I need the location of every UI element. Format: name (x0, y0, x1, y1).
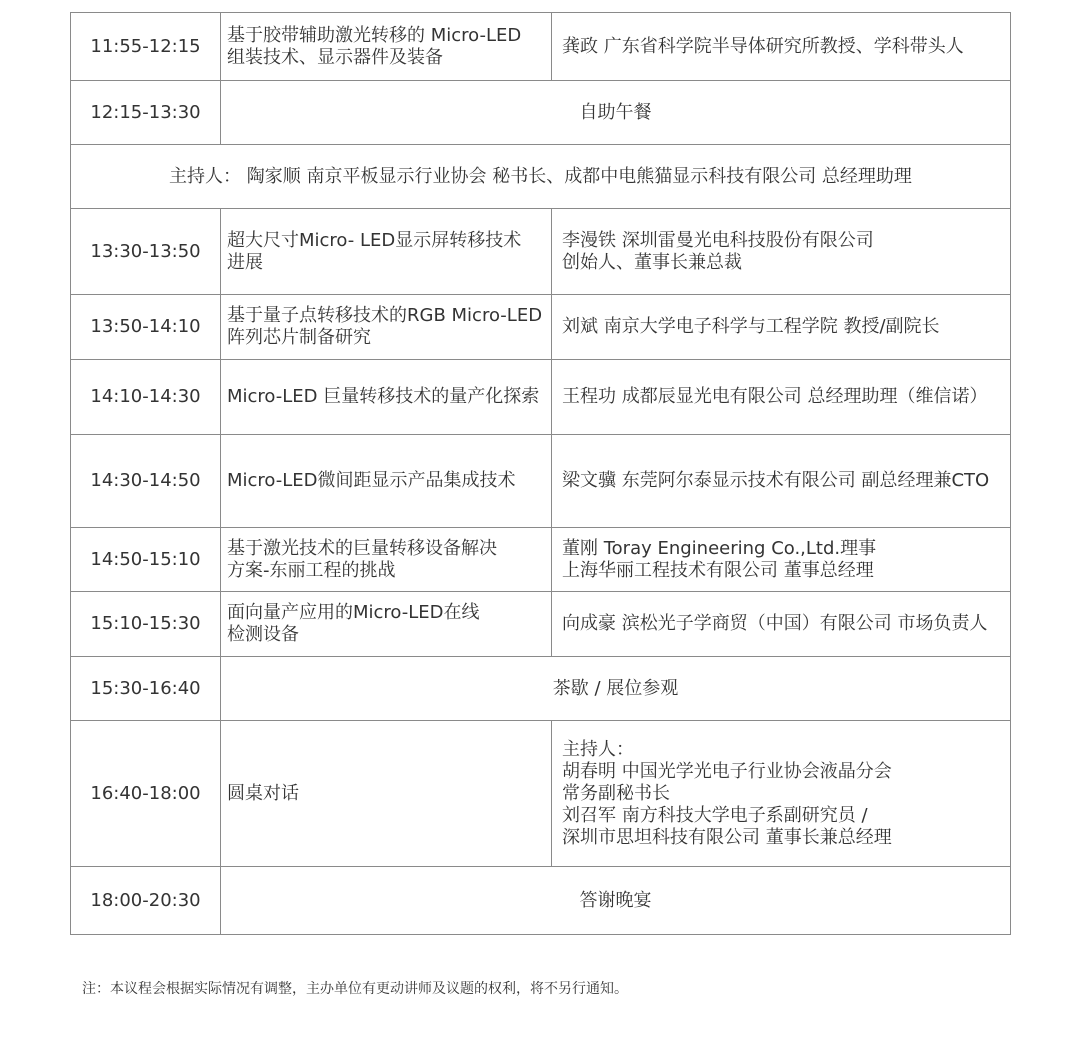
topic-line: 基于胶带辅助激光转移的 Micro-LED (227, 24, 522, 46)
speaker-info (552, 13, 1011, 81)
speaker-line: 梁文骥 东莞阿尔泰显示技术有限公司 副总经理兼CTO (562, 470, 990, 491)
speaker-info (552, 721, 1011, 867)
talk-topic (221, 528, 552, 592)
agenda-body (71, 13, 1011, 935)
topic-line: 超大尺寸Micro- LED显示屏转移技术 (227, 229, 522, 251)
speaker-line: 董刚 Toray Engineering Co.,Ltd.理事 (562, 537, 877, 559)
talk-topic (221, 209, 552, 295)
speaker-line: 向成豪 滨松光子学商贸（中国）有限公司 市场负责人 (562, 613, 988, 634)
speaker-info (552, 360, 1011, 435)
topic-line: Micro-LED 巨量转移技术的量产化探索 (227, 386, 540, 407)
talk-topic (221, 435, 552, 528)
topic-line: 组装技术、显示器件及装备 (227, 46, 443, 68)
speaker-info (552, 209, 1011, 295)
agenda-row (71, 209, 1011, 295)
speaker-line: 胡春明 中国光学光电子行业协会液晶分会 (562, 760, 892, 782)
talk-topic (221, 592, 552, 657)
speaker-line: 主持人： (562, 738, 634, 760)
break-item: 茶歇 / 展位参观 (221, 657, 1011, 721)
talk-topic (221, 13, 552, 81)
session-host: 主持人： 陶家顺 南京平板显示行业协会 秘书长、成都中电熊猫显示科技有限公司 总经理助理 (71, 145, 1011, 209)
agenda-row (71, 721, 1011, 867)
agenda-row (71, 295, 1011, 360)
break-item: 自助午餐 (221, 81, 1011, 145)
speaker-info (552, 592, 1011, 657)
speaker-line: 李漫铁 深圳雷曼光电科技股份有限公司 (562, 229, 874, 251)
agenda-row (71, 360, 1011, 435)
topic-line: 方案-东丽工程的挑战 (227, 559, 396, 581)
time-slot: 14:10-14:30 (71, 360, 221, 435)
agenda-row (71, 435, 1011, 528)
time-slot: 16:40-18:00 (71, 721, 221, 867)
agenda-table (70, 12, 1011, 935)
topic-line: 圆桌对话 (227, 782, 299, 804)
time-slot: 14:30-14:50 (71, 435, 221, 528)
agenda-row (71, 145, 1011, 209)
time-slot: 11:55-12:15 (71, 13, 221, 81)
speaker-line: 常务副秘书长 (562, 782, 670, 804)
speaker-info (552, 295, 1011, 360)
speaker-line: 创始人、董事长兼总裁 (562, 251, 742, 273)
topic-line: 检测设备 (227, 624, 299, 645)
speaker-line: 龚政 广东省科学院半导体研究所教授、学科带头人 (562, 35, 964, 57)
talk-topic (221, 295, 552, 360)
time-slot: 14:50-15:10 (71, 528, 221, 592)
speaker-line: 刘召军 南方科技大学电子系副研究员 / (562, 804, 868, 826)
time-slot: 13:30-13:50 (71, 209, 221, 295)
time-slot: 13:50-14:10 (71, 295, 221, 360)
time-slot: 12:15-13:30 (71, 81, 221, 145)
talk-topic (221, 360, 552, 435)
agenda-row (71, 867, 1011, 935)
agenda-row (71, 657, 1011, 721)
speaker-line: 深圳市思坦科技有限公司 董事长兼总经理 (562, 826, 892, 848)
topic-line: 基于量子点转移技术的RGB Micro-LED (227, 305, 543, 326)
time-slot: 15:10-15:30 (71, 592, 221, 657)
agenda-row (71, 592, 1011, 657)
topic-line: 面向量产应用的Micro-LED在线 (227, 602, 480, 623)
topic-line: 阵列芯片制备研究 (227, 327, 371, 348)
speaker-line: 王程功 成都辰显光电有限公司 总经理助理（维信诺） (562, 386, 988, 407)
talk-topic (221, 721, 552, 867)
agenda-row (71, 13, 1011, 81)
topic-line: 进展 (227, 251, 263, 273)
speaker-line: 刘斌 南京大学电子科学与工程学院 教授/副院长 (562, 316, 940, 337)
topic-line: Micro-LED微间距显示产品集成技术 (227, 470, 516, 491)
footnote: 注：本议程会根据实际情况有调整，主办单位有更动讲师及议题的权利，将不另行通知。 (82, 981, 628, 997)
time-slot: 15:30-16:40 (71, 657, 221, 721)
agenda-row (71, 81, 1011, 145)
agenda-row (71, 528, 1011, 592)
break-item: 答谢晚宴 (221, 867, 1011, 935)
speaker-line: 上海华丽工程技术有限公司 董事总经理 (562, 559, 874, 581)
topic-line: 基于激光技术的巨量转移设备解决 (227, 537, 497, 559)
speaker-info (552, 528, 1011, 592)
speaker-info (552, 435, 1011, 528)
time-slot: 18:00-20:30 (71, 867, 221, 935)
